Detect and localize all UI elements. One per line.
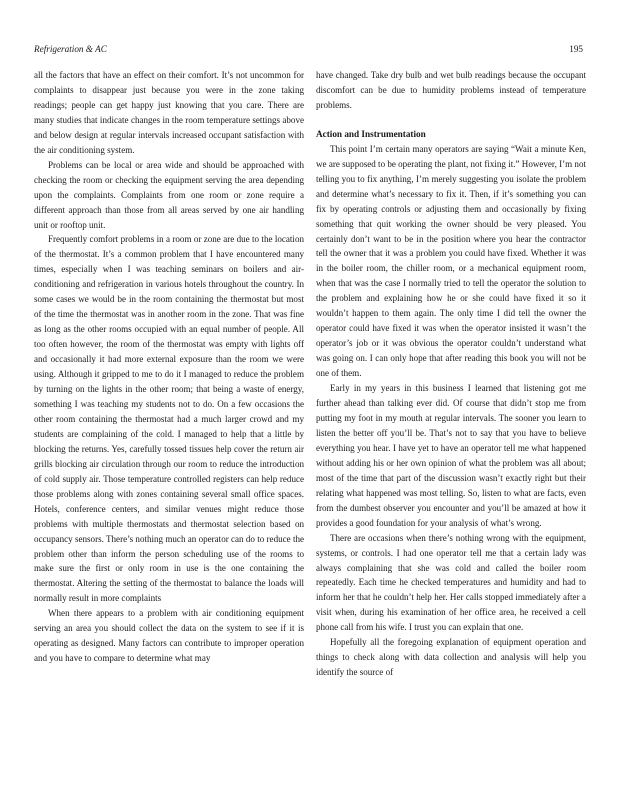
paragraph: Hopefully all the foregoing explanation of equipment operation and things to check along with data collection and analysis will help you identify the source of — [316, 637, 586, 678]
paragraph: This point I’m certain many operators are saying “Wait a minute Ken, we are supposed to be operating the plant, not fixing it.” However, I’m not telling you to fix anything, I’m merely suggesting you isolate the problem and determine what’s necessary to fix it. Then, if it’s something you can fix by operating controls or adjusting them and occasionally by fixing something that quit working the owner should be very pleased. You certainly don’t want to be in the position where you hear the contractor tell the owner that it was a problem you could have fixed. Whether it was in the boiler room, the chiller room, or a mechanical equipment room, when that was the case I normally tried to tell the operator the solution to the problem and explaining how he or she could have fixed it so it wouldn’t happen to them again. The only time I did tell the owner the operator could have fixed it was when the operator insisted it wasn’t the operator’s job or it was obvious the operator couldn’t understand what was going on. I can only hope that after reading this book you will not be one of them. — [316, 143, 586, 379]
paragraph: When there appears to a problem with air conditioning equipment serving an area you should collect the data on the system to see if it is operating as designed. Many factors can contribute to improper operation and you have to compare to determine what may — [34, 608, 304, 664]
paragraph: Frequently comfort problems in a room or zone are due to the location of the thermostat. It’s a common problem that I have encountered many times, especially when I was teaching seminars on boilers and air-conditioning and refrigeration in various hotels throughout the country. In some cases we would be in the room containing the thermostat but most of the time the thermostat was in another room in the zone. That was fine as long as the other rooms occupied with an equal number of people. All too often however, the room of the thermostat was empty with lights off and occasionally it had more external exposure than the room we were using. Although it gripped to me to do it I managed to reduce the problem by turning on the lights in the other room; that being a waste of energy, something I was teaching my students not to do. On a few occasions the other room containing the thermostat had a much larger crowd and my students are complaining of the cold. I managed to help that a little by blocking the returns. Yes, carefully tossed tissues help cover the return air grills blocking air circulation through our room to reduce the introduction of cold supply air. Those temperature controlled registers can help reduce those problems along with zones containing several small office spaces. Hotels, conference centers, and similar venues might reduce those problems with multiple thermostats and thermostat selection based on occupancy sensors. There’s nothing much an operator can do to reduce the problem other than inform the person scheduling use of the rooms to make sure the first or only room in use is the one containing the thermostat. Altering the setting of the thermostat to balance the loads will normally result in more complaints — [34, 234, 304, 604]
section-heading: Action and Instrumentation — [316, 128, 426, 139]
paragraph: Early in my years in this business I learned that listening got me further ahead than talking ever did. Of course that didn’t stop me from putting my foot in my mouth at regular intervals. The sooner you learn to listen the better off you’ll be. That’s not to say that you have to believe everything you hear. I have yet to have an operator tell me what happened without adding his or her own opinion of what the problem was all about; most of the time that part of the discussion wasn’t exactly right but their relating what happened was most telling. So, listen to what are facts, even from the dumbest observer you encounter and you’ll be amazed at how it provides a good foundation for your analysis of what’s wrong. — [316, 383, 586, 528]
page-header — [34, 44, 583, 54]
paragraph: have changed. Take dry bulb and wet bulb readings because the occupant discomfort can be due to humidity problems instead of temperature problems. — [316, 70, 586, 110]
paragraph: There are occasions when there’s nothing wrong with the equipment, systems, or controls. I had one operator tell me that a certain lady was always complaining that she was cold and called the boiler room repeatedly. Each time he checked temperatures and humidity and had to inform her that he couldn’t help her. Her calls stopped immediately after a visit when, during his examination of her office area, he received a cell phone call from his wife. I trust you can explain that one. — [316, 532, 586, 633]
paragraph: Problems can be local or area wide and should be approached with checking the room or checking the equipment serving the area depending upon the complaints. Complaints from one room or zone require a different approach than those from all areas served by one air handling unit or rooftop unit. — [34, 159, 304, 230]
right-column — [316, 68, 586, 680]
page-number: 195 — [569, 44, 583, 54]
left-column — [34, 68, 304, 666]
running-title: Refrigeration & AC — [34, 44, 107, 54]
paragraph: all the factors that have an effect on their comfort. It’s not uncommon for complaints to disappear just because you were in the zone taking readings; people can get happy just knowing that you care. There are many studies that indicate changes in the room temperature settings above and below design at regular intervals increased occupant satisfaction with the air conditioning system. — [34, 70, 304, 155]
